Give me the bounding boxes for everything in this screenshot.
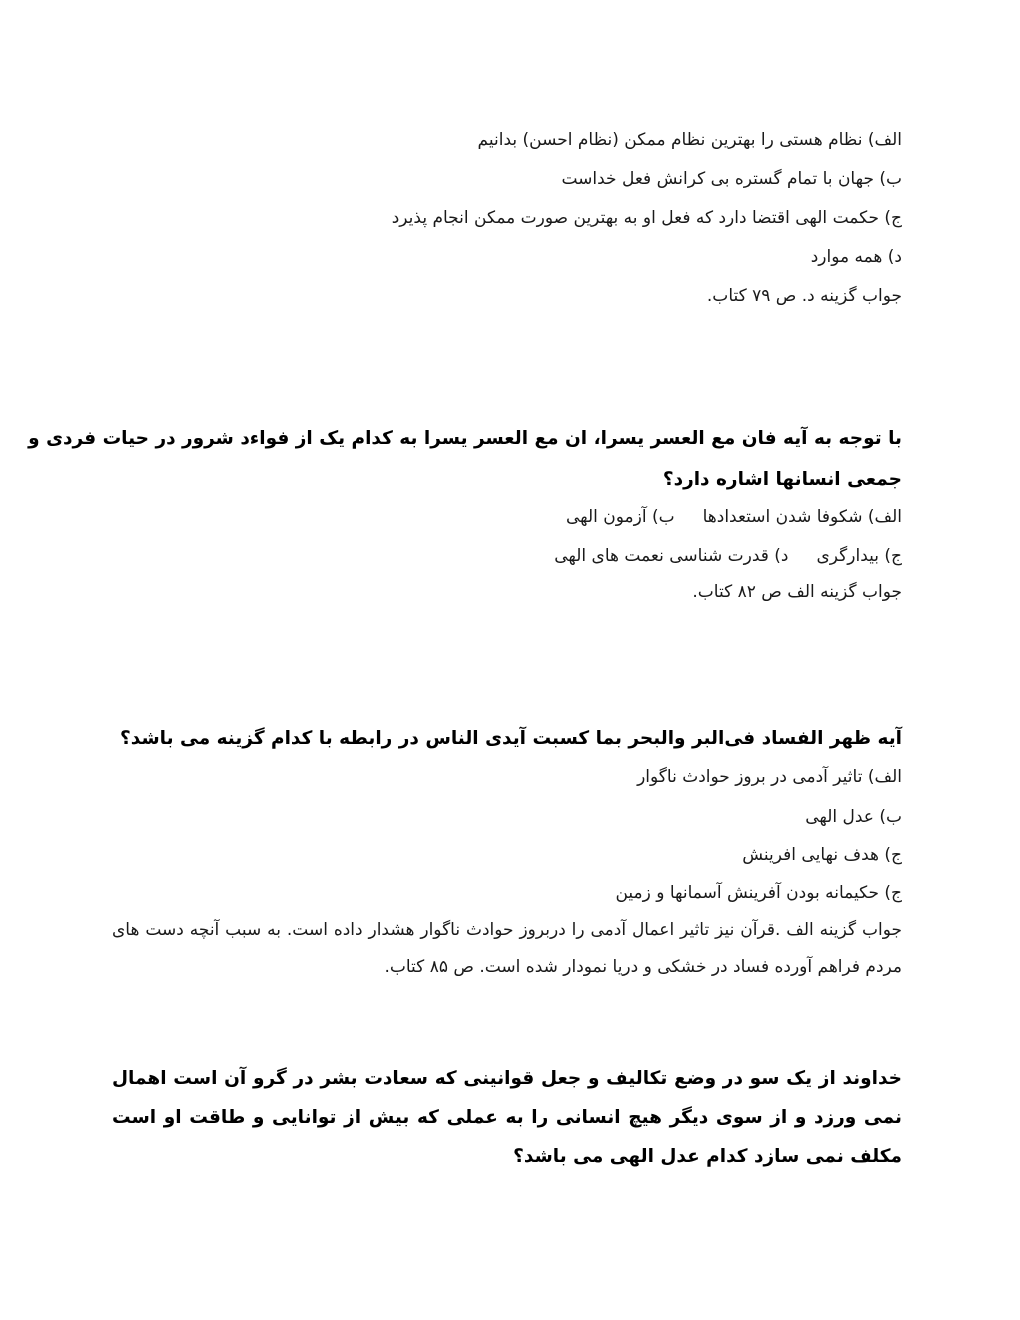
answer-line: جواب گزینه د. ص ۷۹ کتاب. [706,286,902,306]
option-c: ج) هدف نهایی افرینش [742,845,902,865]
question-3: آیه ظهر الفساد فی‌البر والبحر بما کسبت آیدی الناس در رابطه با کدام گزینه می باشد؟ [120,728,902,749]
option-d: د) همه موارد [810,247,902,267]
option-c: ج) حکمت الهی اقتضا دارد که فعل او به بهترین صورت ممکن انجام پذیرد [391,208,902,228]
option-a: الف) تاثیر آدمی در بروز حوادث ناگوار [637,767,902,787]
options-row-ab [566,505,902,529]
question-4: خداوند از یک سو در وضع تکالیف و جعل قوانینی که سعادت بشر در گرو آن است اهمال نمی ورزد و از سوی دیگر هیچ انسانی را به عملی که بیش از توانایی و طاقت او است مکلف نمی سازد کدام عدل الهی می باشد؟ [112,1068,902,1167]
question-2-line-1: با توجه به آیه فان مع العسر یسرا، ان مع العسر یسرا به کدام یک از فواءد شرور در حیات فردی و [28,428,902,449]
option-b: ب) جهان با تمام گستره بی کرانش فعل خداست [561,169,902,189]
option-d: د) قدرت شناسی نعمت های الهی [554,546,789,566]
option-d: ج) حکیمانه بودن آفرینش آسمانها و زمین [615,883,902,903]
answer-paragraph: جواب گزینه الف .قرآن نیز تاثیر اعمال آدمی را دربروز حوادث ناگوار هشدار داده است. به سبب آنچه دست های مردم فراهم آورده فساد در خشکی و دریا نمودار شده است. ص ۸۵ کتاب. [112,920,902,977]
option-b: ب) عدل الهی [805,807,902,827]
option-a: الف) شکوفا شدن استعدادها [702,507,902,527]
question-2-line-2: جمعی انسانها اشاره دارد؟ [662,469,902,490]
answer-line: جواب گزینه الف ص ۸۲ کتاب. [692,582,902,602]
option-b: ب) آزمون الهی [565,507,675,527]
option-c: ج) بیدارگری [816,546,902,566]
option-a: الف) نظام هستی را بهترین نظام ممکن (نظام احسن) بدانیم [477,130,902,150]
options-row-cd [554,544,902,568]
